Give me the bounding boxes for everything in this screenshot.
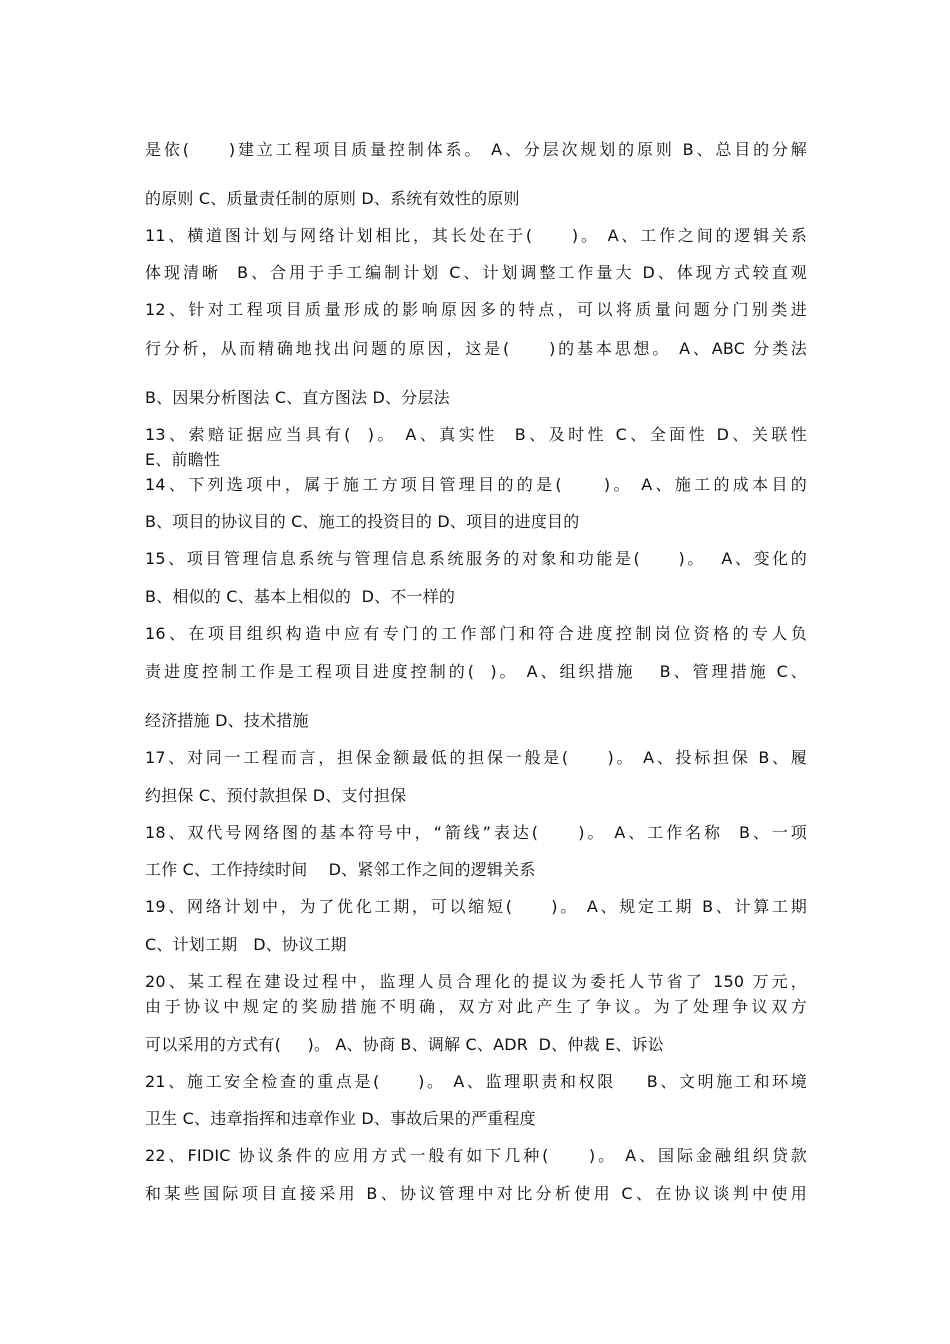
text-line: C、计划工期 D、协议工期 (145, 935, 347, 954)
text-line: 是依( )建立工程项目质量控制体系。 A、分层次规划的原则 B、总目的分解 (145, 140, 807, 159)
text-line: 14、下列选项中，属于施工方项目管理目的的是( )。 A、施工的成本目的 (145, 475, 807, 494)
text-line: 21、施工安全检查的重点是( )。 A、监理职责和权限 B、文明施工和环境 (145, 1072, 807, 1091)
text-line: 经济措施 D、技术措施 (145, 711, 309, 730)
text-line: 行分析，从而精确地找出问题的原因，这是( )的基本思想。 A、ABC 分类法 (145, 339, 807, 358)
text-line: B、因果分析图法 C、直方图法 D、分层法 (145, 388, 450, 407)
text-line: 责进度控制工作是工程项目进度控制的( )。 A、组织措施 B、管理措施 C、 (145, 662, 807, 681)
text-line: 可以采用的方式有( )。 A、协商 B、调解 C、ADR D、仲裁 E、诉讼 (145, 1035, 664, 1054)
text-line: 和某些国际项目直接采用 B、协议管理中对比分析使用 C、在协议谈判中使用 (145, 1184, 807, 1203)
text-line: 16、在项目组织构造中应有专门的工作部门和符合进度控制岗位资格的专人负 (145, 624, 807, 643)
text-line: 19、网络计划中，为了优化工期，可以缩短( )。 A、规定工期 B、计算工期 (145, 897, 807, 916)
text-line: 20、某工程在建设过程中，监理人员合理化的提议为委托人节省了 150 万元， (145, 972, 807, 991)
text-line: 由于协议中规定的奖励措施不明确，双方对此产生了争议。为了处理争议双方 (145, 997, 807, 1016)
text-line: 工作 C、工作持续时间 D、紧邻工作之间的逻辑关系 (145, 860, 536, 879)
text-line: 的原则 C、质量责任制的原则 D、系统有效性的原则 (145, 189, 520, 208)
text-line: B、相似的 C、基本上相似的 D、不一样的 (145, 587, 456, 606)
text-line: 12、针对工程项目质量形成的影响原因多的特点，可以将质量问题分门别类进 (145, 300, 807, 319)
text-line: 22、FIDIC 协议条件的应用方式一般有如下几种( )。 A、国际金融组织贷款 (145, 1146, 807, 1165)
text-line: 卫生 C、违章指挥和违章作业 D、事故后果的严重程度 (145, 1109, 536, 1128)
text-line: E、前瞻性 (145, 450, 221, 469)
text-line: B、项目的协议目的 C、施工的投资目的 D、项目的进度目的 (145, 512, 580, 531)
text-line: 17、对同一工程而言，担保金额最低的担保一般是( )。 A、投标担保 B、履 (145, 748, 807, 767)
text-line: 13、索赔证据应当具有( )。 A、真实性 B、及时性 C、全面性 D、关联性 (145, 425, 807, 444)
text-line: 约担保 C、预付款担保 D、支付担保 (145, 786, 407, 805)
text-line: 15、项目管理信息系统与管理信息系统服务的对象和功能是( )。 A、变化的 (145, 549, 807, 568)
text-line: 18、双代号网络图的基本符号中，“箭线”表达( )。 A、工作名称 B、一项 (145, 823, 807, 842)
text-line: 体现清晰 B、合用于手工编制计划 C、计划调整工作量大 D、体现方式较直观 (145, 263, 807, 282)
text-line: 11、横道图计划与网络计划相比，其长处在于( )。 A、工作之间的逻辑关系 (145, 226, 807, 245)
